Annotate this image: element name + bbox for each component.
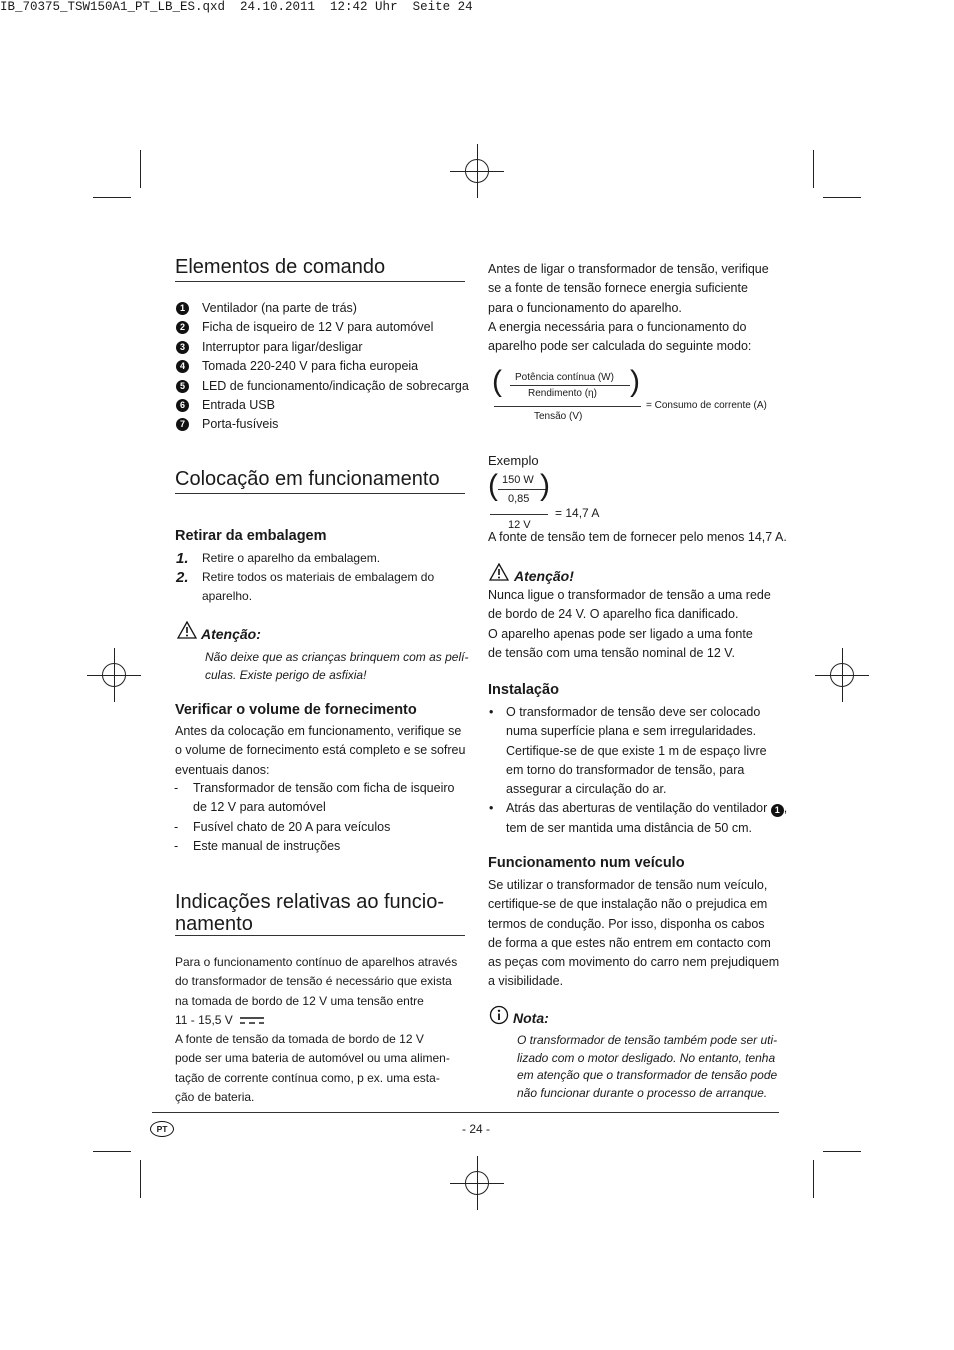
warning-icon — [489, 563, 509, 581]
text-line: do transformador de tensão é necessário que exista — [175, 974, 452, 989]
text-line: A fonte de tensão da tomada de bordo de 12 V — [175, 1032, 424, 1047]
control-label: Tomada 220-240 V para ficha europeia — [202, 359, 419, 374]
dash-marker: - — [174, 819, 179, 834]
bullet: • — [489, 801, 494, 816]
heading-check: Verificar o volume de fornecimento — [175, 702, 417, 718]
text-line: tação de corrente contínua como, p ex. uma esta- — [175, 1070, 440, 1085]
scope-text: Transformador de tensão com ficha de isqueiro — [193, 781, 455, 795]
text-line: o volume de fornecimento está completo e se sofreu — [175, 743, 466, 758]
paren-right: ) — [540, 469, 550, 502]
dash-marker: - — [174, 839, 179, 854]
crop-mark — [813, 1160, 814, 1198]
heading-install: Instalação — [488, 682, 559, 698]
text-line: Antes da colocação em funcionamento, verifique se — [175, 724, 462, 738]
note-title: Nota: — [513, 1010, 549, 1026]
list-item — [174, 837, 454, 856]
text-line: para o funcionamento do aparelho. — [488, 300, 682, 315]
text-line: Se utilizar o transformador de tensão num veículo, — [488, 878, 768, 892]
list-item — [179, 357, 469, 376]
heading-rule — [175, 493, 465, 494]
example-numerator: 150 W — [502, 474, 534, 486]
crop-mark — [140, 1160, 141, 1198]
list-item — [174, 779, 455, 798]
page-number: - 24 - — [462, 1122, 491, 1136]
text-line: lizado com o motor desligado. No entanto, tenha — [517, 1050, 776, 1065]
warning-text — [205, 649, 468, 684]
install-list — [489, 703, 788, 838]
text-line: em atenção que o transformador de tensão pode — [517, 1068, 778, 1082]
control-label: Ficha de isqueiro de 12 V para automóvel — [202, 320, 434, 335]
text-line: certifique-se de que instalação não o prejudica em — [488, 897, 768, 912]
fraction-bar — [510, 385, 630, 386]
formula-numerator: Potência contínua (W) — [515, 372, 614, 383]
number-badge: 2 — [176, 321, 189, 334]
text-line: pode ser uma bateria de automóvel ou uma alimen- — [175, 1051, 450, 1066]
vehicle-paragraph — [488, 876, 779, 992]
number-badge: 3 — [176, 341, 189, 354]
warning-line: Não deixe que as crianças brinquem com as pelí- — [205, 650, 469, 664]
text-line: Atrás das aberturas de ventilação do ventilador — [506, 801, 768, 816]
example-result: = 14,7 A — [555, 506, 600, 520]
text-line: de forma a que estes não entrem em contacto com — [488, 935, 771, 950]
text-line: em torno do transformador de tensão, para — [506, 762, 745, 777]
scope-text-cont: de 12 V para automóvel — [193, 800, 326, 815]
control-label: Entrada USB — [202, 397, 275, 412]
text-line: A energia necessária para o funcionamento do — [488, 319, 747, 334]
voltage-range: 11 - 15,5 V — [175, 1012, 233, 1027]
scope-text: Este manual de instruções — [193, 839, 341, 854]
dc-symbol-icon — [239, 1015, 265, 1025]
list-item — [179, 415, 469, 434]
text-line: de tensão com uma tensão nominal de 12 V. — [488, 645, 735, 660]
text-line: numa superfície plana e sem irregularidades. — [506, 724, 757, 739]
control-label: Ventilador (na parte de trás) — [202, 301, 357, 315]
example-note: A fonte de tensão tem de fornecer pelo menos 14,7 A. — [488, 530, 787, 544]
text-line: se a fonte de tensão fornece energia suficiente — [488, 281, 748, 296]
text-line: eventuais danos: — [175, 762, 270, 777]
list-item — [179, 299, 469, 318]
warning-line: culas. Existe perigo de asfixia! — [205, 667, 367, 682]
warning-paragraph — [488, 586, 771, 663]
step-number: 2. — [176, 569, 189, 586]
heading-controls: Elementos de comando — [175, 256, 386, 278]
heading-line: namento — [175, 913, 253, 935]
intro-paragraph — [488, 260, 769, 356]
text-line: ção de bateria. — [175, 1090, 255, 1105]
note-text — [517, 1032, 777, 1102]
text-line: termos de condução. Por isso, disponha os cabos — [488, 916, 765, 931]
notes-paragraph — [175, 953, 457, 1107]
text-line: as peças com movimento do carro nem prejudiquem — [488, 955, 780, 970]
list-item — [174, 818, 454, 837]
text-line: aparelho pode ser calculada do seguinte modo: — [488, 339, 752, 354]
print-slug: IB_70375_TSW150A1_PT_LB_ES.qxd 24.10.2011 12:42 Uhr Seite 24 — [0, 0, 473, 14]
control-label: Porta-fusíveis — [202, 417, 279, 432]
dash-marker: - — [174, 781, 179, 795]
crop-mark — [140, 150, 141, 188]
crop-mark — [93, 197, 131, 198]
crop-mark — [93, 1151, 131, 1152]
number-badge: 5 — [176, 380, 189, 393]
paren-left: ( — [488, 469, 498, 502]
formula-denominator: Rendimento (η) — [528, 388, 597, 399]
registration-mark — [830, 663, 854, 687]
crop-mark — [823, 1151, 861, 1152]
heading-rule — [175, 935, 465, 936]
list-item — [179, 318, 469, 337]
paren-right: ) — [630, 365, 640, 398]
check-paragraph — [175, 722, 465, 780]
heading-unpack: Retirar da embalagem — [175, 528, 327, 544]
number-badge: 1 — [176, 302, 189, 315]
list-item: • Atrás das aberturas de ventilação do ventilador 1 , — [506, 799, 787, 818]
language-badge: PT — [150, 1121, 174, 1137]
crop-mark — [813, 150, 814, 188]
number-badge: 7 — [176, 418, 189, 431]
unpack-steps — [176, 549, 435, 606]
scope-list — [174, 779, 455, 857]
registration-mark — [465, 1171, 489, 1195]
paren-left: ( — [492, 365, 502, 398]
heading-notes — [175, 891, 444, 935]
text-line: Para o funcionamento contínuo de aparelhos através — [175, 955, 458, 969]
footer-rule — [152, 1112, 779, 1113]
control-label: LED de funcionamento/indicação de sobrecarga — [202, 378, 469, 393]
heading-vehicle: Funcionamento num veículo — [488, 855, 685, 871]
number-badge: 6 — [176, 399, 189, 412]
list-item — [179, 338, 469, 357]
info-icon — [489, 1005, 509, 1025]
text-line: tem de ser mantida uma distância de 50 cm. — [506, 820, 752, 835]
example-denominator: 0,85 — [508, 493, 530, 505]
text-line: Certifique-se de que existe 1 m de espaço livre — [506, 743, 767, 758]
registration-mark — [102, 663, 126, 687]
heading-line: Indicações relativas ao funcio- — [175, 891, 445, 913]
example-label: Exemplo — [488, 453, 539, 468]
warning-title: Atenção: — [201, 626, 261, 642]
number-badge: 4 — [176, 360, 189, 373]
text-line: de bordo de 24 V. O aparelho fica danificado. — [488, 607, 739, 622]
scope-text: Fusível chato de 20 A para veículos — [193, 819, 391, 834]
warning-icon — [177, 621, 197, 639]
main-fraction-bar — [494, 406, 641, 407]
bullet: • — [489, 705, 494, 719]
text-line: não funcionar durante o processo de arranque. — [517, 1085, 768, 1100]
registration-mark — [465, 159, 489, 183]
step-text: Retire o aparelho da embalagem. — [202, 551, 381, 565]
crop-mark — [823, 197, 861, 198]
main-fraction-bar — [490, 514, 548, 515]
example-voltage: 12 V — [508, 519, 531, 531]
list-item — [179, 377, 469, 396]
text-line: O transformador de tensão também pode ser uti- — [517, 1033, 778, 1047]
text-line: O aparelho apenas pode ser ligado a uma fonte — [488, 626, 753, 641]
text-line: a visibilidade. — [488, 974, 564, 989]
step-number: 1. — [176, 550, 189, 567]
text-line — [175, 1011, 457, 1030]
step-text: Retire todos os materiais de embalagem do — [202, 570, 435, 584]
heading-startup: Colocação em funcionamento — [175, 468, 440, 490]
step-text-cont: aparelho. — [202, 589, 253, 603]
fan-reference-badge: 1 — [771, 804, 784, 817]
text-line: assegurar a circulação do ar. — [506, 782, 667, 797]
text-line: Nunca ligue o transformador de tensão a uma rede — [488, 588, 771, 602]
list-item — [489, 703, 787, 722]
text-line: na tomada de bordo de 12 V uma tensão entre — [175, 993, 424, 1008]
formula-result: = Consumo de corrente (A) — [646, 400, 767, 411]
text-line: Antes de ligar o transformador de tensão, verifique — [488, 262, 769, 276]
warning-title: Atenção! — [514, 568, 574, 584]
controls-list — [179, 299, 469, 435]
control-label: Interruptor para ligar/desligar — [202, 339, 363, 354]
list-item — [179, 396, 469, 415]
step-item — [176, 568, 435, 587]
text-line: O transformador de tensão deve ser colocado — [506, 705, 761, 719]
step-item — [176, 549, 434, 568]
heading-rule — [175, 281, 465, 282]
formula-voltage: Tensão (V) — [534, 411, 583, 422]
